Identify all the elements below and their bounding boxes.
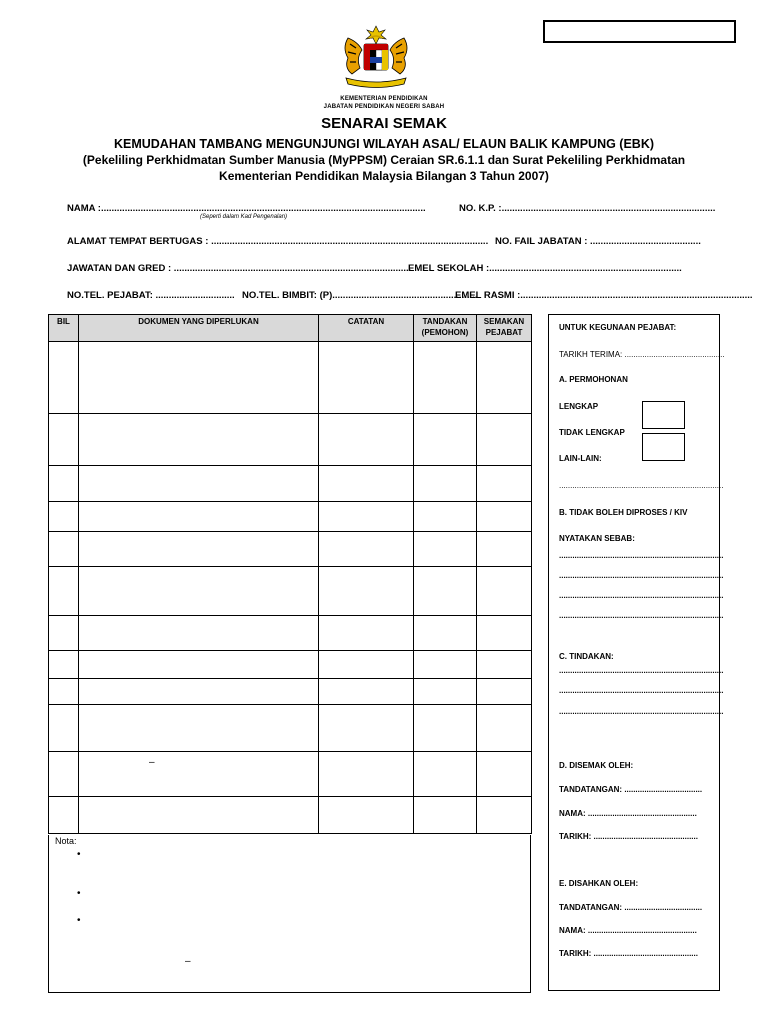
lengkap-checkbox[interactable]	[642, 401, 685, 429]
semakan-cell[interactable]	[477, 342, 532, 414]
tandakan-cell[interactable]	[414, 567, 477, 616]
e-tandatangan-field[interactable]: TANDATANGAN: ...................................	[559, 903, 703, 912]
emel-sekolah-field[interactable]: EMEL SEKOLAH :.........................................................................	[408, 263, 682, 274]
section-c-label: C. TINDAKAN:	[559, 652, 614, 661]
lain-lain-line[interactable]: ..........................................................................	[559, 481, 724, 490]
section-a-label: A. PERMOHONAN	[559, 375, 628, 384]
notes-box	[48, 835, 531, 993]
note-dash: –	[185, 956, 191, 967]
tandakan-cell[interactable]	[414, 797, 477, 834]
reference-number-box[interactable]	[543, 20, 736, 43]
tidak-lengkap-label: TIDAK LENGKAP	[559, 428, 625, 437]
tandakan-cell[interactable]	[414, 414, 477, 466]
tindakan-line[interactable]: ..........................................................................	[559, 686, 724, 695]
tandakan-cell[interactable]	[414, 651, 477, 679]
sebab-line[interactable]: ..........................................................................	[559, 591, 724, 600]
semakan-cell[interactable]	[477, 797, 532, 834]
semakan-cell[interactable]	[477, 466, 532, 502]
table-row	[49, 342, 532, 414]
table-row	[49, 752, 532, 797]
ministry-name: KEMENTERIAN PENDIDIKAN	[340, 96, 428, 102]
checklist-table	[48, 314, 532, 834]
table-row	[49, 532, 532, 567]
tandakan-cell[interactable]	[414, 342, 477, 414]
d-tandatangan-field[interactable]: TANDATANGAN: ...................................	[559, 785, 703, 794]
section-d-label: D. DISEMAK OLEH:	[559, 761, 634, 770]
subtitle-line-2: (Pekeliling Perkhidmatan Sumber Manusia (MyPPSM) Ceraian SR.6.1.1 dan Surat Pekeliling Perkhidmatan	[82, 153, 686, 167]
tandakan-cell[interactable]	[414, 752, 477, 797]
note-bullet: •	[77, 849, 81, 860]
tindakan-line[interactable]: ..........................................................................	[559, 666, 724, 675]
notes-label: Nota:	[55, 836, 77, 846]
subtitle-line-1: KEMUDAHAN TAMBANG MENGUNJUNGI WILAYAH ASAL/ ELAUN BALIK KAMPUNG (EBK)	[113, 137, 655, 151]
nama-note: (Seperti dalam Kad Pengenalan)	[200, 214, 288, 220]
tandakan-cell[interactable]	[414, 705, 477, 752]
table-row	[49, 705, 532, 752]
semakan-cell[interactable]	[477, 532, 532, 567]
jawatan-field[interactable]: JAWATAN DAN GRED : ..........................................................................................	[67, 263, 412, 274]
semakan-cell[interactable]	[477, 705, 532, 752]
note-bullet: •	[77, 888, 81, 899]
col-header-bil: BIL	[49, 315, 79, 342]
tel-pejabat-field[interactable]: NO.TEL. PEJABAT: ..............................	[67, 290, 235, 301]
semakan-cell[interactable]	[477, 616, 532, 651]
office-heading: UNTUK KEGUNAAN PEJABAT:	[559, 323, 677, 332]
sebab-line[interactable]: ..........................................................................	[559, 611, 724, 620]
tandakan-cell[interactable]	[414, 502, 477, 532]
nyatakan-sebab-label: NYATAKAN SEBAB:	[559, 534, 635, 543]
e-tarikh-field[interactable]: TARIKH: ...............................................	[559, 949, 698, 958]
nama-field[interactable]: NAMA :...........................................................................................................................	[67, 203, 426, 214]
semakan-cell[interactable]	[477, 679, 532, 705]
table-row	[49, 616, 532, 651]
department-name: JABATAN PENDIDIKAN NEGERI SABAH	[323, 104, 445, 110]
table-row	[49, 466, 532, 502]
tel-bimbit-field[interactable]: NO.TEL. BIMBIT: (P).......................................................	[242, 290, 478, 301]
lain-lain-label: LAIN-LAIN:	[559, 454, 602, 463]
table-row	[49, 797, 532, 834]
emel-rasmi-field[interactable]: EMEL RASMI :........................................................................................	[455, 290, 753, 301]
sebab-line[interactable]: ..........................................................................	[559, 571, 724, 580]
tandakan-cell[interactable]	[414, 532, 477, 567]
alamat-field[interactable]: ALAMAT TEMPAT BERTUGAS : .........................................................................................................	[67, 236, 489, 247]
table-header-row	[49, 315, 532, 342]
e-nama-field[interactable]: NAMA: .................................................	[559, 926, 697, 935]
sebab-line[interactable]: ..........................................................................	[559, 551, 724, 560]
table-row	[49, 414, 532, 466]
page-title: SENARAI SEMAK	[321, 115, 447, 132]
malaysia-coat-of-arms-logo	[338, 22, 414, 92]
semakan-cell[interactable]	[477, 752, 532, 797]
semakan-cell[interactable]	[477, 414, 532, 466]
section-e-label: E. DISAHKAN OLEH:	[559, 879, 639, 888]
col-header-dokumen: DOKUMEN YANG DIPERLUKAN	[79, 315, 319, 342]
tandakan-cell[interactable]	[414, 616, 477, 651]
table-row	[49, 502, 532, 532]
dash-mark: –	[79, 752, 319, 797]
semakan-cell[interactable]	[477, 651, 532, 679]
tidak-lengkap-checkbox[interactable]	[642, 433, 685, 461]
section-b-label: B. TIDAK BOLEH DIPROSES / KIV	[559, 508, 688, 517]
table-row	[49, 679, 532, 705]
kp-field[interactable]: NO. K.P. :.................................................................................	[459, 203, 716, 214]
table-row	[49, 651, 532, 679]
subtitle-line-3: Kementerian Pendidikan Malaysia Bilangan 3 Tahun 2007)	[219, 169, 549, 183]
tarikh-terima-field[interactable]: TARIKH TERIMA: .............................................	[559, 350, 725, 359]
tindakan-line[interactable]: ..........................................................................	[559, 707, 724, 716]
semakan-cell[interactable]	[477, 502, 532, 532]
col-header-semakan: SEMAKAN PEJABAT	[477, 315, 532, 342]
semakan-cell[interactable]	[477, 567, 532, 616]
fail-field[interactable]: NO. FAIL JABATAN : ..........................................	[495, 236, 701, 247]
col-header-catatan: CATATAN	[319, 315, 414, 342]
form-subtitle	[60, 136, 708, 184]
tandakan-cell[interactable]	[414, 679, 477, 705]
d-tarikh-field[interactable]: TARIKH: ...............................................	[559, 832, 698, 841]
lengkap-label: LENGKAP	[559, 402, 599, 411]
note-bullet: •	[77, 915, 81, 926]
office-use-panel	[548, 314, 725, 991]
table-row	[49, 567, 532, 616]
col-header-tandakan: TANDAKAN (PEMOHON)	[414, 315, 477, 342]
tandakan-cell[interactable]	[414, 466, 477, 502]
d-nama-field[interactable]: NAMA: .................................................	[559, 809, 697, 818]
